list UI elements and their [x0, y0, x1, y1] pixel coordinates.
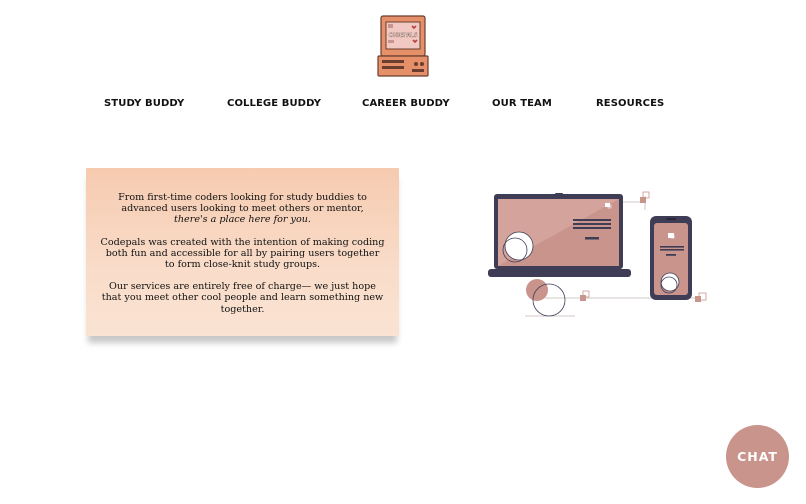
codepals-logo[interactable] [376, 15, 430, 79]
computer-logo-icon [376, 15, 430, 79]
intro-card [86, 168, 399, 336]
intro-paragraph-1-text: From first-time coders looking for study buddies to advanced users looking to meet others or mentor, [118, 192, 367, 215]
nav-study-buddy[interactable]: STUDY BUDDY [104, 98, 185, 109]
devices-illustration-icon [485, 190, 710, 322]
intro-text [100, 192, 385, 326]
intro-paragraph-2: Codepals was created with the intention of making coding both fun and accessible for all by pairing users together to form close-knit study groups. [100, 236, 385, 271]
nav-college-buddy[interactable]: COLLEGE BUDDY [227, 98, 322, 109]
intro-paragraph-3: Our services are entirely free of charge— we just hope that you meet other cool people and learn something new together. [101, 281, 384, 315]
chat-button[interactable]: CHAT [726, 425, 789, 488]
nav-career-buddy[interactable]: CAREER BUDDY [362, 98, 450, 109]
logo-wordmark: CODEPALS [388, 32, 418, 39]
main-nav [0, 98, 806, 112]
intro-paragraph-1-italic: there's a place here for you. [174, 214, 311, 226]
nav-resources[interactable]: RESOURCES [596, 98, 665, 109]
nav-our-team[interactable]: OUR TEAM [492, 98, 552, 109]
laptop-and-phone-illustration [485, 190, 710, 322]
intro-paragraph-1 [100, 192, 385, 226]
